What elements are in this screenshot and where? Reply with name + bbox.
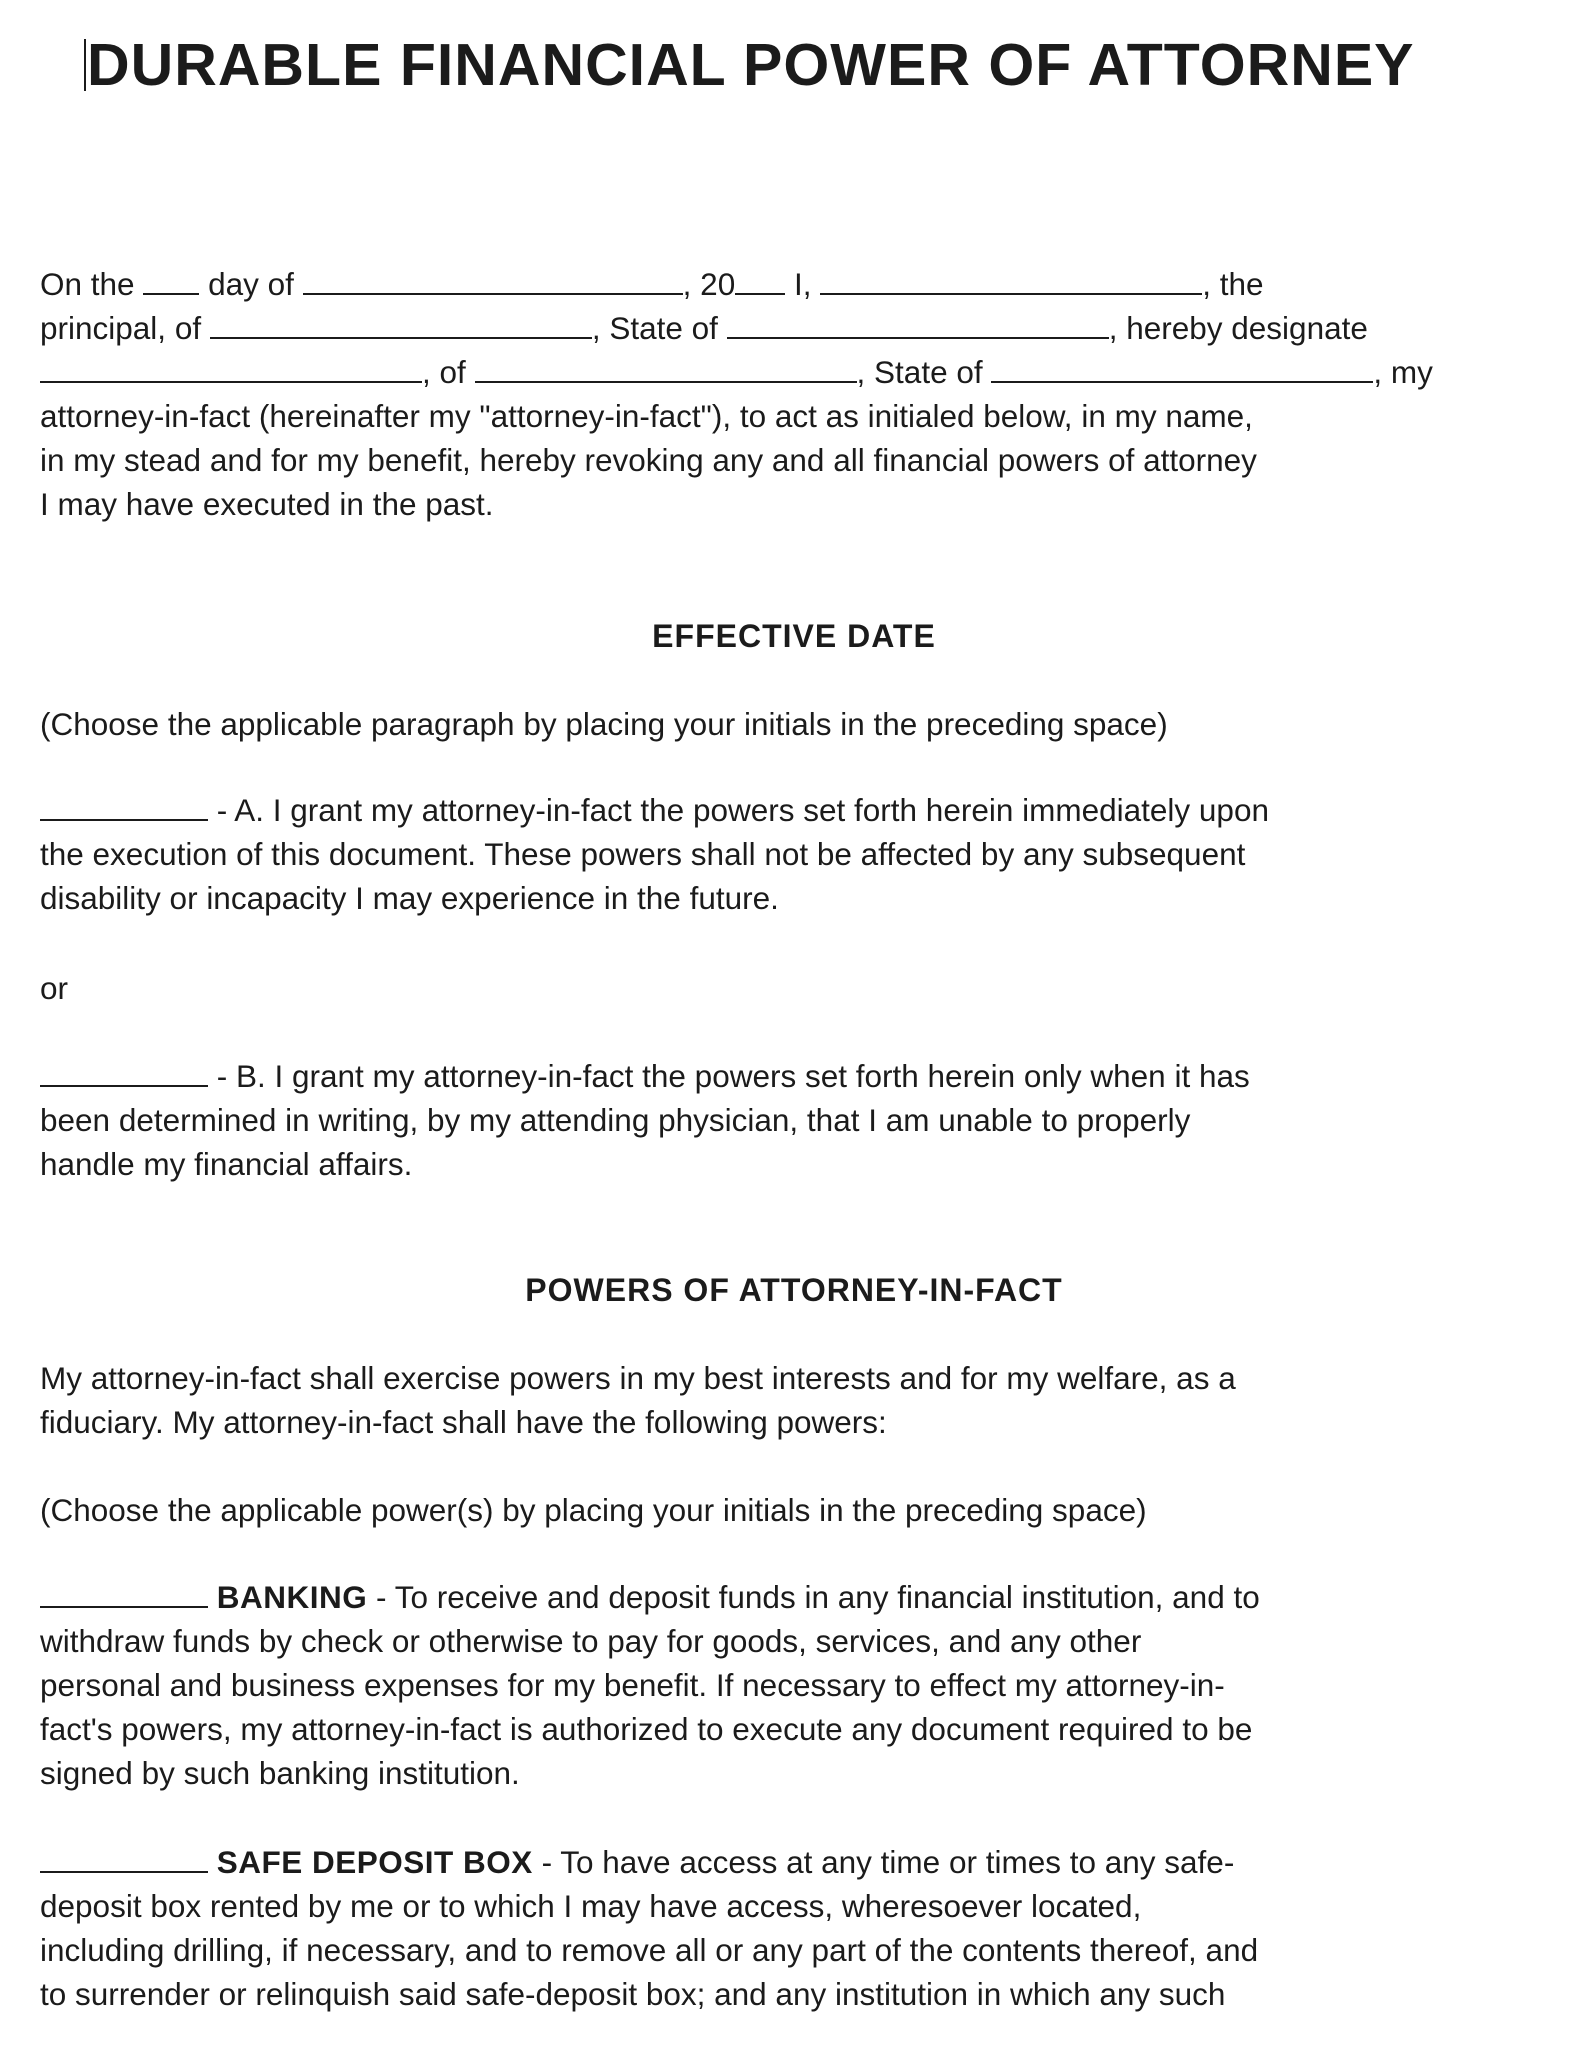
intro-line-3: , of , State of , my: [40, 350, 1545, 394]
banking-line-5: signed by such banking institution.: [40, 1755, 520, 1791]
intro-paragraph: [40, 262, 1545, 526]
option-b-line-1: - B. I grant my attorney-in-fact the powers set forth herein only when it has: [40, 1054, 1545, 1098]
safe-deposit-label: SAFE DEPOSIT BOX: [216, 1844, 533, 1880]
attorney-name-field[interactable]: [40, 353, 422, 383]
safe-deposit-line-1: SAFE DEPOSIT BOX - To have access at any time or times to any safe-: [40, 1840, 1545, 1884]
intro-line-2: principal, of , State of , hereby designate: [40, 310, 1368, 346]
intro-line-6: I may have executed in the past.: [40, 486, 494, 522]
day-field[interactable]: [143, 265, 199, 295]
attorney-city-field[interactable]: [475, 353, 857, 383]
option-b-paragraph: [40, 1054, 1545, 1186]
option-a-line-3: disability or incapacity I may experience in the future.: [40, 880, 779, 916]
principal-state-field[interactable]: [727, 309, 1109, 339]
banking-label: BANKING: [216, 1579, 368, 1615]
intro-line-4: attorney-in-fact (hereinafter my "attorney-in-fact"), to act as initialed below, in my name,: [40, 398, 1253, 434]
safe-deposit-line-2: deposit box rented by me or to which I may have access, wheresoever located,: [40, 1888, 1142, 1924]
effective-date-heading: EFFECTIVE DATE: [652, 618, 936, 654]
banking-line-1: BANKING - To receive and deposit funds in any financial institution, and to: [40, 1575, 1545, 1619]
safe-deposit-initials-field[interactable]: [40, 1843, 208, 1873]
intro-line-1: On the day of , 20 I, , the: [40, 266, 1264, 302]
powers-heading: POWERS OF ATTORNEY-IN-FACT: [525, 1272, 1063, 1308]
principal-name-field[interactable]: [820, 265, 1202, 295]
month-field[interactable]: [303, 265, 683, 295]
powers-intro: My attorney-in-fact shall exercise powers in my best interests and for my welfare, as a fiduciary. My attorney-in-fact shall have the following powers:: [40, 1360, 1236, 1440]
document-title: DURABLE FINANCIAL POWER OF ATTORNEY: [84, 30, 1504, 100]
option-b-line-2: been determined in writing, by my attending physician, that I am unable to properly: [40, 1102, 1191, 1138]
safe-deposit-paragraph: [40, 1840, 1545, 2016]
principal-city-field[interactable]: [210, 309, 592, 339]
banking-initials-field[interactable]: [40, 1578, 208, 1608]
option-b-initials-field[interactable]: [40, 1057, 208, 1087]
safe-deposit-line-4: to surrender or relinquish said safe-deposit box; and any institution in which any such: [40, 1976, 1226, 2012]
banking-line-4: fact's powers, my attorney-in-fact is authorized to execute any document required to be: [40, 1711, 1253, 1747]
safe-deposit-line-3: including drilling, if necessary, and to remove all or any part of the contents thereof, and: [40, 1932, 1259, 1968]
option-a-initials-field[interactable]: [40, 791, 208, 821]
text-cursor: [84, 39, 86, 91]
year-field[interactable]: [735, 265, 785, 295]
option-b-line-3: handle my financial affairs.: [40, 1146, 413, 1182]
or-separator: or: [40, 970, 69, 1006]
attorney-state-field[interactable]: [991, 353, 1373, 383]
powers-instruction: (Choose the applicable power(s) by placing your initials in the preceding space): [40, 1492, 1147, 1528]
intro-line-5: in my stead and for my benefit, hereby revoking any and all financial powers of attorney: [40, 442, 1257, 478]
banking-line-3: personal and business expenses for my benefit. If necessary to effect my attorney-in-: [40, 1667, 1225, 1703]
option-a-paragraph: [40, 788, 1545, 920]
option-a-line-1: - A. I grant my attorney-in-fact the powers set forth herein immediately upon: [40, 788, 1545, 832]
banking-line-2: withdraw funds by check or otherwise to pay for goods, services, and any other: [40, 1623, 1142, 1659]
effective-date-instruction: (Choose the applicable paragraph by placing your initials in the preceding space): [40, 706, 1168, 742]
option-a-line-2: the execution of this document. These powers shall not be affected by any subsequent: [40, 836, 1246, 872]
banking-paragraph: [40, 1575, 1545, 1795]
